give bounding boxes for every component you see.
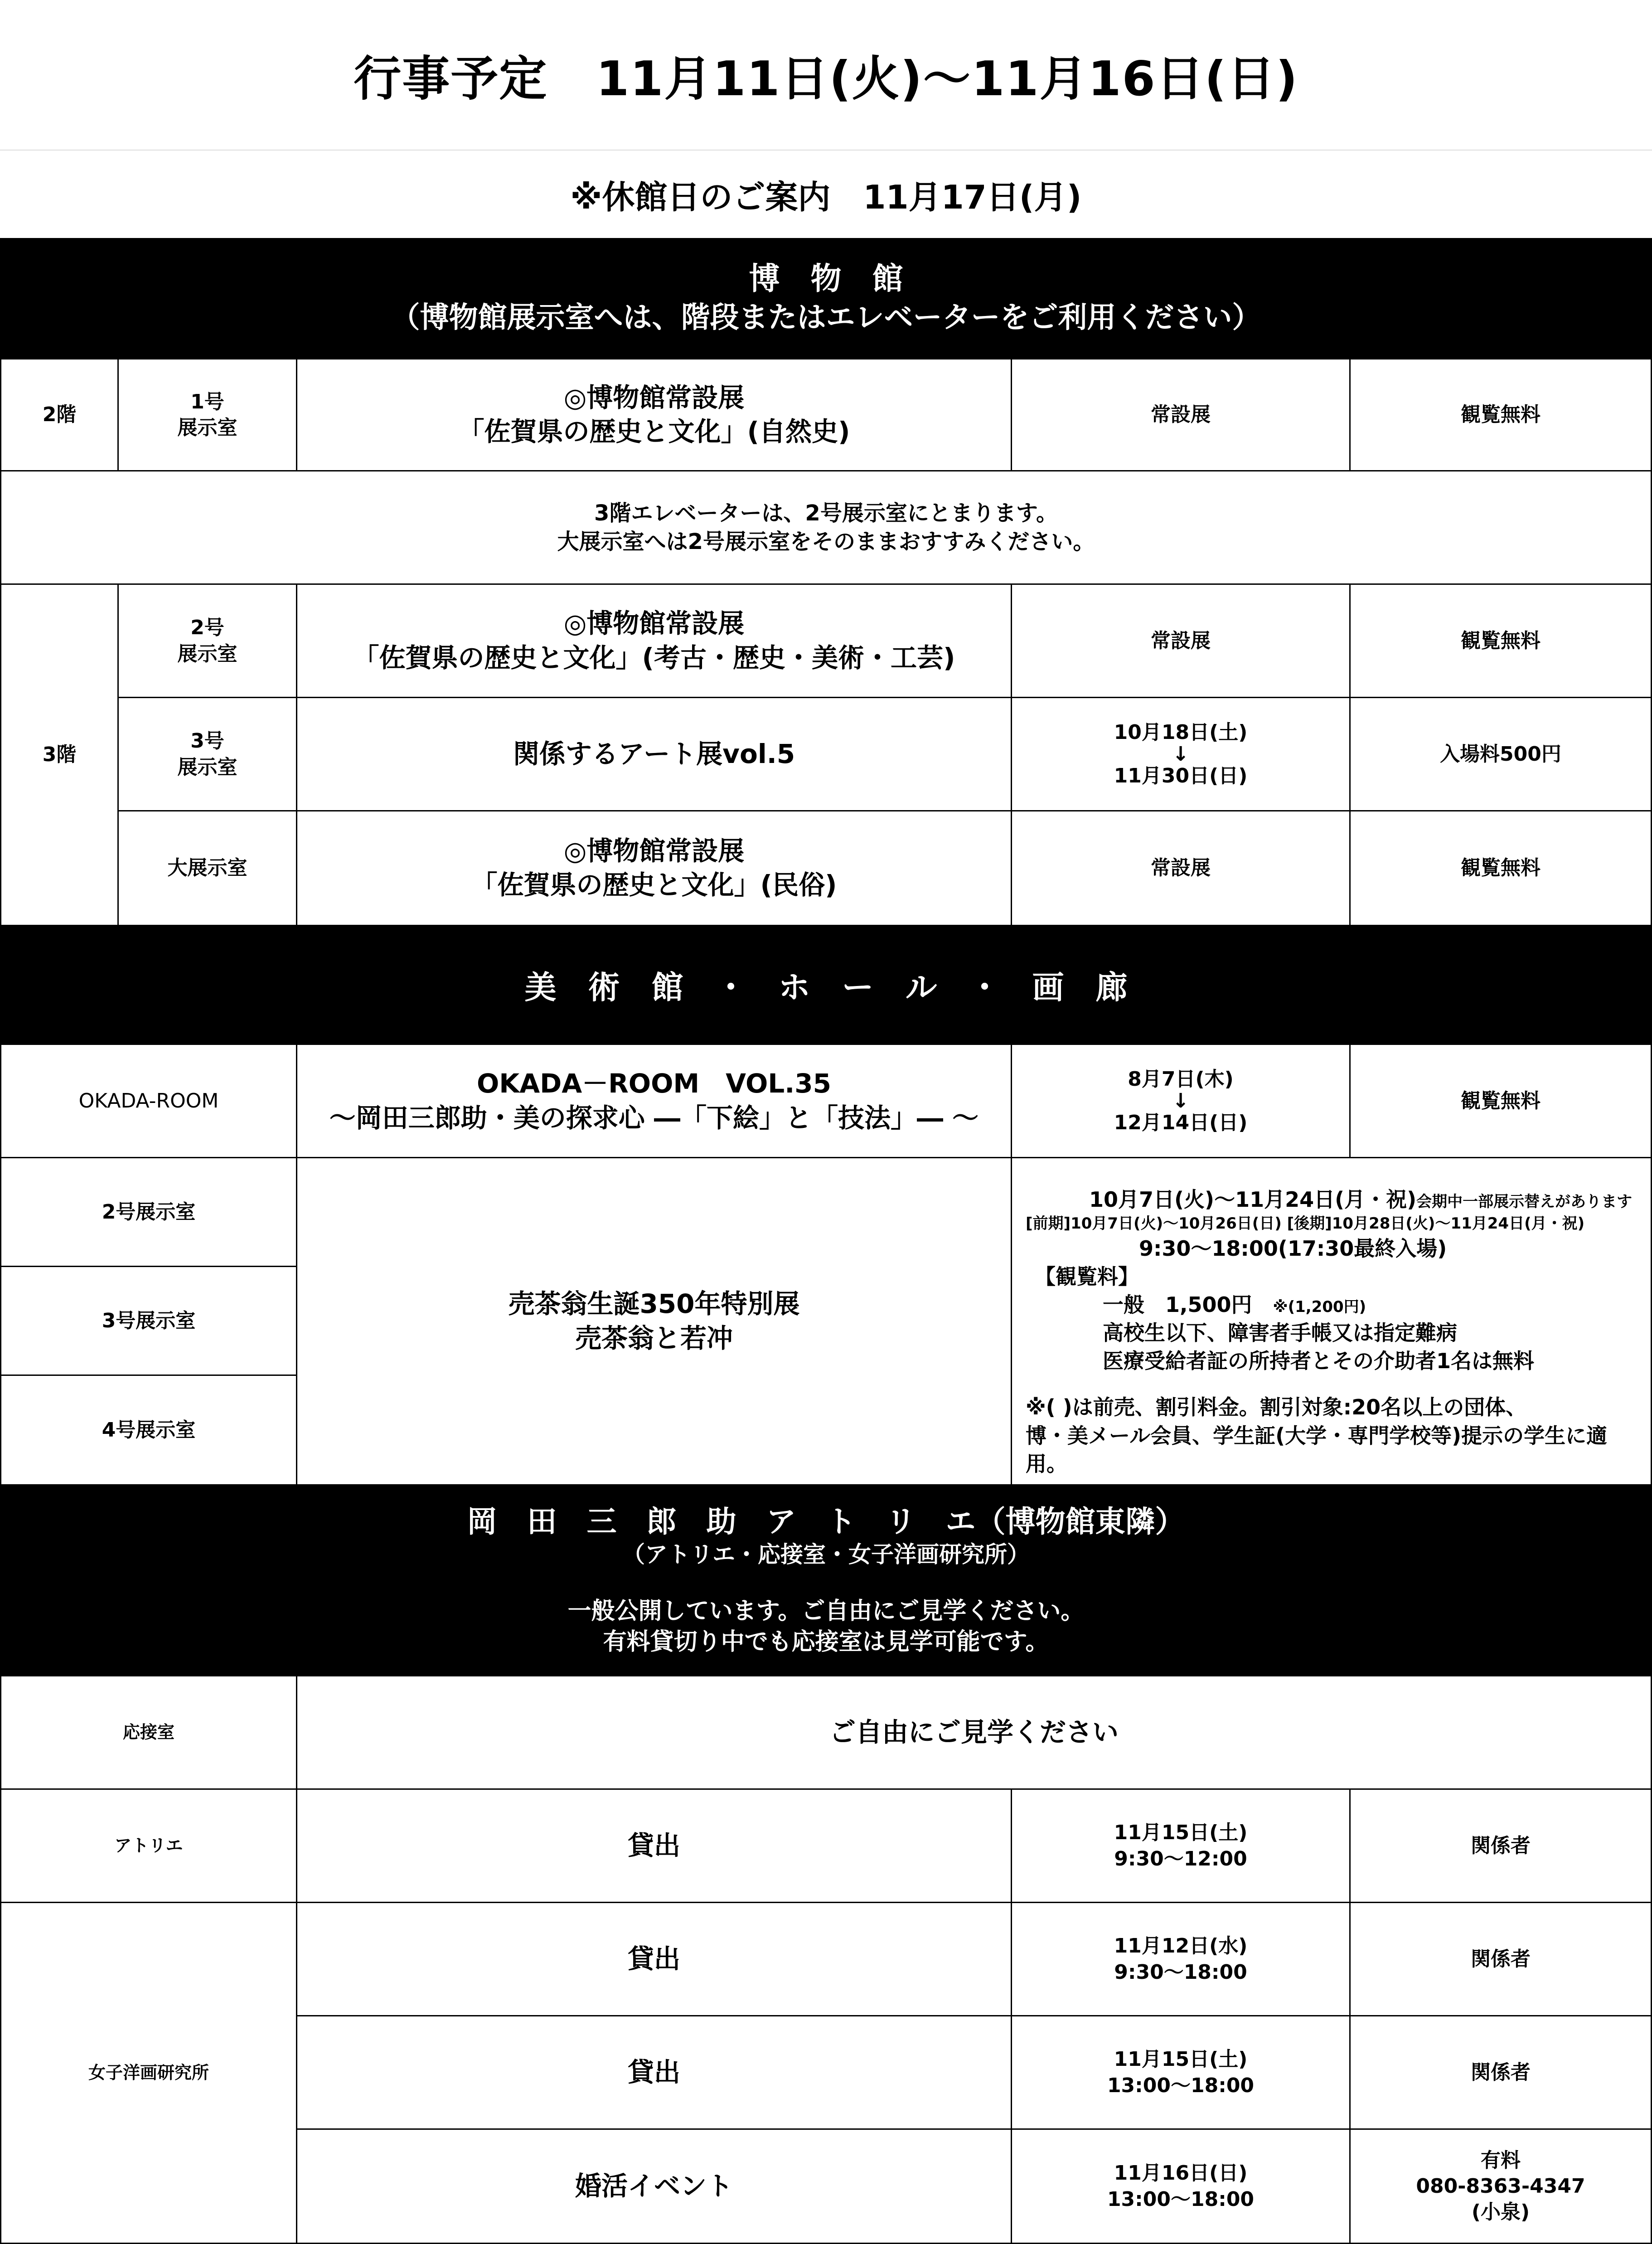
exhibit-fee: 観覧無料 xyxy=(1349,583,1652,698)
event-period xyxy=(1011,2015,1351,2130)
atelier-notice: 有料貸切り中でも応接室は見学可能です。 xyxy=(603,1628,1049,1656)
room-label-line: 展示室 xyxy=(177,755,237,779)
exhibit-change-note: 会期中一部展示替えがあります xyxy=(1416,1193,1633,1211)
fee-heading: 【観覧料】 xyxy=(1035,1264,1139,1289)
event-date: 11月16日(日) xyxy=(1114,2161,1248,2185)
exhibit-period xyxy=(1011,810,1351,926)
event-title: 貸出 xyxy=(296,1788,1012,1903)
exhibit-title-line: 売茶翁生誕350年特別展 xyxy=(508,1288,800,1320)
exhibit-title xyxy=(296,358,1012,471)
room-label-line: 2号 xyxy=(190,616,224,640)
event-title: 貸出 xyxy=(296,2015,1012,2130)
period-start: 10月18日(土) xyxy=(1114,720,1248,744)
event-title: 貸出 xyxy=(296,1902,1012,2016)
atelier-heading: 岡 田 三 郎 助 ア ト リ エ（博物館東隣） xyxy=(467,1504,1185,1539)
floor-2-label: 2階 xyxy=(0,358,119,471)
event-period xyxy=(1011,1902,1351,2016)
event-period xyxy=(1011,1788,1351,1903)
exhibit-title xyxy=(296,810,1012,926)
note-line: 大展示室へは2号展示室をそのままおすすみください。 xyxy=(557,529,1095,554)
exhibit-period xyxy=(1011,583,1351,698)
room-label-line: 展示室 xyxy=(177,416,237,439)
holiday-notice: ※休館日のご案内 11月17日(月) xyxy=(0,150,1652,238)
event-date: 11月15日(土) xyxy=(1114,2048,1248,2071)
discount-note: 博・美メール会員、学生証(大学・専門学校等)提示の学生に適用。 xyxy=(1026,1423,1608,1476)
exhibit-terms: [前期]10月7日(火)～10月26日(日) [後期]10月28日(火)～11月24日(月・祝) xyxy=(1026,1214,1585,1233)
atelier-room-label: アトリエ xyxy=(0,1788,297,1903)
art-section-header xyxy=(0,925,1652,1045)
event-period xyxy=(1011,2128,1351,2244)
fee-free-line: 高校生以下、障害者手帳又は指定難病 xyxy=(1103,1321,1457,1345)
fee-general: 一般 1,500円 xyxy=(1103,1292,1252,1317)
special-exhibit-details xyxy=(1011,1157,1652,1486)
exhibit-fee: 入場料500円 xyxy=(1349,697,1652,811)
fee-advance: ※(1,200円) xyxy=(1273,1298,1366,1316)
period-line: 常設展 xyxy=(1151,629,1211,652)
room-4-label: 4号展示室 xyxy=(0,1375,297,1486)
exhibit-period xyxy=(1011,697,1351,811)
event-time: 9:30～12:00 xyxy=(1114,1847,1247,1870)
fee-line: 有料 xyxy=(1481,2148,1521,2172)
exhibit-dates: 10月7日(火)～11月24日(月・祝) xyxy=(1089,1187,1417,1212)
okada-room-label: OKADA-ROOM xyxy=(0,1044,297,1158)
event-fee xyxy=(1349,2015,1652,2130)
reception-room-label: 応接室 xyxy=(0,1675,297,1790)
event-fee xyxy=(1349,1902,1652,2016)
room-label-line: 大展示室 xyxy=(167,856,247,880)
museum-section-header xyxy=(0,238,1652,358)
reception-text: ご自由にご見学ください xyxy=(296,1675,1652,1790)
down-arrow-icon: ↓ xyxy=(1172,1089,1189,1112)
period-line: 常設展 xyxy=(1151,856,1211,880)
down-arrow-icon: ↓ xyxy=(1172,742,1189,766)
opening-hours: 9:30～18:00(17:30最終入場) xyxy=(1139,1236,1447,1261)
floor-3-label: 3階 xyxy=(0,583,119,926)
exhibit-title xyxy=(296,583,1012,698)
atelier-section-header xyxy=(0,1484,1652,1676)
event-fee xyxy=(1349,2128,1652,2244)
special-exhibit-title xyxy=(296,1157,1012,1486)
exhibit-title-line: 「佐賀県の歴史と文化」(考古・歴史・美術・工芸) xyxy=(353,642,955,673)
atelier-notice: 一般公開しています。ご自由にご見学ください。 xyxy=(567,1597,1085,1625)
museum-heading: 博 物 館 xyxy=(749,261,903,297)
event-title: 婚活イベント xyxy=(296,2128,1012,2244)
event-time: 13:00～18:00 xyxy=(1107,2074,1255,2097)
exhibit-title-line: 売茶翁と若冲 xyxy=(575,1322,733,1354)
fee-line: 関係者 xyxy=(1471,2060,1531,2084)
event-time: 9:30～18:00 xyxy=(1114,1960,1247,1984)
room-label-line: 1号 xyxy=(190,390,224,413)
exhibit-title xyxy=(296,1044,1012,1158)
room-3-label: 3号展示室 xyxy=(0,1266,297,1376)
exhibit-title-line: ◎博物館常設展 xyxy=(563,382,745,413)
room-2-label xyxy=(117,583,297,698)
event-date: 11月15日(土) xyxy=(1114,1821,1248,1845)
contact-phone: 080-8363-4347 xyxy=(1416,2174,1585,2198)
event-time: 13:00～18:00 xyxy=(1107,2187,1255,2211)
exhibit-title-line: ◎博物館常設展 xyxy=(563,835,745,866)
room-3-label xyxy=(117,697,297,811)
exhibit-fee: 観覧無料 xyxy=(1349,358,1652,471)
page-title: 行事予定 11月11日(火)～11月16日(日) xyxy=(354,51,1298,107)
room-1-label xyxy=(117,358,297,471)
fee-line: 関係者 xyxy=(1471,1947,1531,1971)
exhibit-period xyxy=(1011,1044,1351,1158)
note-line: 3階エレベーターは、2号展示室にとまります。 xyxy=(594,500,1058,526)
exhibit-title-line: ～岡田三郎助・美の探求心 ―「下絵」と「技法」― ～ xyxy=(329,1102,979,1133)
exhibit-title-line: 関係するアート展vol.5 xyxy=(513,738,795,769)
contact-name: (小泉) xyxy=(1471,2200,1530,2224)
period-start: 8月7日(木) xyxy=(1128,1067,1234,1091)
room-2-label: 2号展示室 xyxy=(0,1157,297,1267)
exhibit-period: 常設展 xyxy=(1011,358,1351,471)
exhibit-title-line: 「佐賀県の歴史と文化」(民俗) xyxy=(471,869,837,900)
exhibit-fee: 観覧無料 xyxy=(1349,810,1652,926)
discount-note: ※( )は前売、割引料金。割引対象:20名以上の団体、 xyxy=(1026,1395,1527,1420)
atelier-subheading: （アトリエ・応接室・女子洋画研究所） xyxy=(622,1541,1030,1568)
period-end: 11月30日(日) xyxy=(1114,764,1248,788)
room-label-line: 展示室 xyxy=(177,642,237,665)
exhibit-title-line: ◎博物館常設展 xyxy=(563,608,745,639)
exhibit-title-line: OKADA－ROOM VOL.35 xyxy=(476,1068,832,1099)
institute-room-label: 女子洋画研究所 xyxy=(0,1902,297,2244)
room-label-line: 3号 xyxy=(190,729,224,753)
exhibit-title xyxy=(296,697,1012,811)
large-room-label xyxy=(117,810,297,926)
exhibit-fee: 観覧無料 xyxy=(1349,1044,1652,1158)
elevator-note xyxy=(0,470,1652,585)
event-fee: 関係者 xyxy=(1349,1788,1652,1903)
fee-free-line: 医療受給者証の所持者とその介助者1名は無料 xyxy=(1103,1349,1535,1374)
period-end: 12月14日(日) xyxy=(1114,1111,1248,1135)
event-date: 11月12日(水) xyxy=(1114,1934,1248,1958)
exhibit-title-line: 「佐賀県の歴史と文化」(自然史) xyxy=(458,416,850,447)
museum-subheading: （博物館展示室へは、階段またはエレベーターをご利用ください） xyxy=(391,301,1261,335)
art-heading: 美 術 館 ・ ホ ー ル ・ 画 廊 xyxy=(524,969,1128,1006)
